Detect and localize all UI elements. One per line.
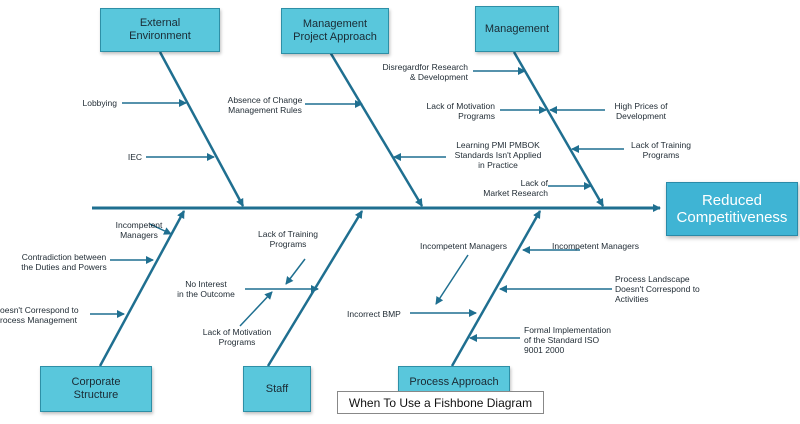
cause-lack-motivation-mgmt: Lack of Motivation Programs: [426, 101, 495, 122]
cause-lack-market-research: Lack of Market Research: [483, 178, 548, 199]
arrow-incompetent-managers-pa1: [436, 255, 468, 304]
cause-formal-implementation: Formal Implementation of the Standard ISO 9001 2000: [524, 325, 611, 356]
cause-lobbying: Lobbying: [82, 98, 117, 108]
arrow-lack-motivation-staff: [240, 292, 272, 326]
cause-lack-motivation-staff: Lack of Motivation Programs: [202, 327, 272, 348]
cause-incompetent-managers-pa2: Incompetent Managers: [552, 241, 639, 251]
effect-reduced-competitiveness: Reduced Competitiveness: [666, 182, 798, 236]
bone-external-environment: [160, 52, 243, 206]
category-management: Management: [475, 6, 559, 52]
caption-label: When To Use a Fishbone Diagram: [337, 391, 544, 414]
cause-incompetent-managers-cs: Incompetent Managers: [115, 220, 163, 241]
category-corporate-structure: Corporate Structure: [40, 366, 152, 412]
cause-contradiction-duties: Contradiction between the Duties and Powers: [21, 252, 107, 273]
cause-no-interest: No Interest in the Outcome: [177, 279, 235, 300]
cause-absence-change-rules: Absence of Change Management Rules: [227, 95, 303, 116]
cause-iec: IEC: [127, 152, 142, 162]
cause-learning-pmbok: Learning PMI PMBOK Standards Isn't Applied in Practice: [454, 140, 542, 171]
cause-disregard-research: Disregardfor Research & Development: [382, 62, 468, 83]
cause-process-landscape: Process Landscape Doesn't Correspond to Activities: [615, 274, 700, 305]
cause-lack-training-staff: Lack of Training Programs: [257, 229, 318, 250]
cause-lack-training-mgmt: Lack of Training Programs: [630, 140, 691, 161]
cause-doesnt-correspond: oesn't Correspond to rocess Management: [0, 305, 79, 326]
category-management-project-approach: Management Project Approach: [281, 8, 389, 54]
category-staff: Staff: [243, 366, 311, 412]
cause-incorrect-bmp: Incorrect BMP: [347, 309, 401, 319]
arrow-lack-training-staff: [286, 259, 305, 284]
category-process-approach: Process Approach: [398, 366, 510, 398]
category-external-environment: External Environment: [100, 8, 220, 52]
cause-incompetent-managers-pa1: Incompetent Managers: [420, 241, 507, 251]
cause-high-prices: High Prices of Development: [614, 101, 668, 122]
